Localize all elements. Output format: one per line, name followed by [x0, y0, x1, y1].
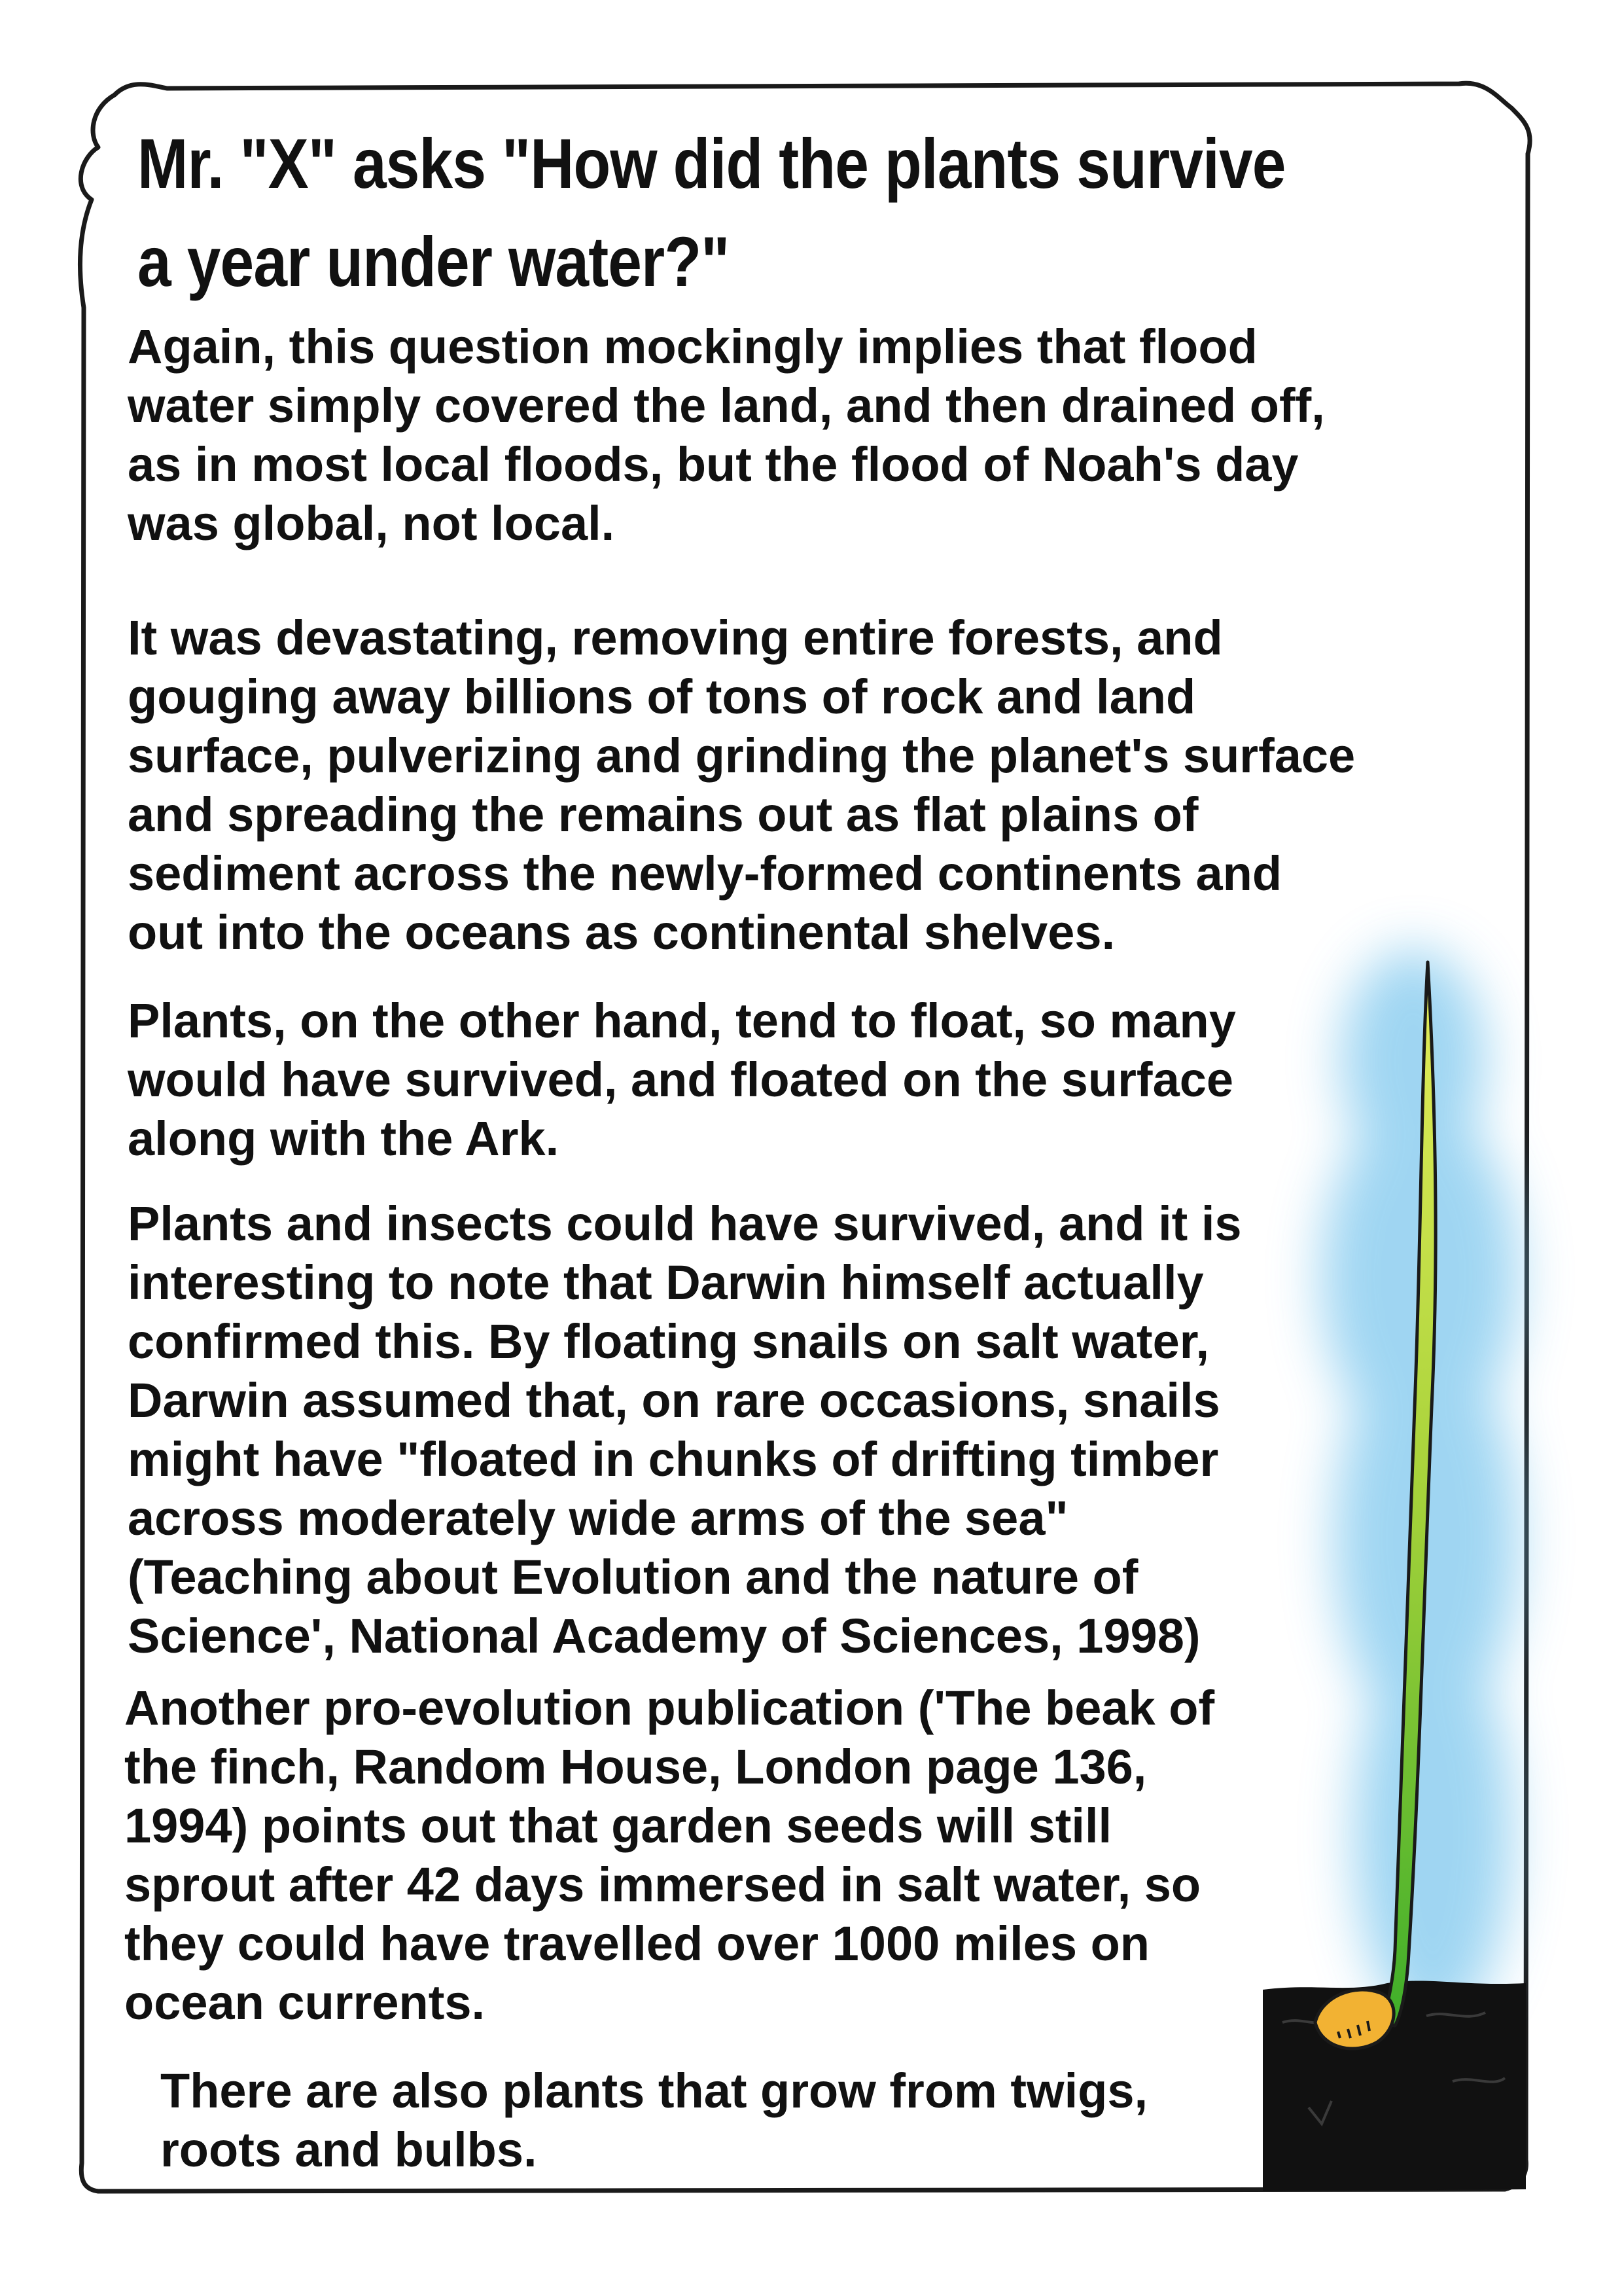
paragraph-seeds — [124, 1679, 1214, 2032]
text-line: and spreading the remains out as flat plains of — [128, 787, 1199, 842]
text-line: the finch, Random House, London page 136, — [124, 1740, 1147, 1794]
text-line: Another pro-evolution publication ('The beak of — [124, 1681, 1215, 1735]
text-line: interesting to note that Darwin himself actually — [128, 1255, 1204, 1310]
text-line: Plants and insects could have survived, and it is — [128, 1196, 1242, 1251]
text-line: Again, this question mockingly implies that flood — [128, 319, 1258, 374]
text-line: confirmed this. By floating snails on salt water, — [128, 1314, 1210, 1369]
paragraph-darwin — [128, 1194, 1242, 1666]
text-line: as in most local floods, but the flood of Noah's day — [128, 437, 1299, 492]
text-line: out into the oceans as continental shelves. — [128, 905, 1116, 960]
text-line: roots and bulbs. — [160, 2123, 537, 2177]
text-line: along with the Ark. — [128, 1111, 559, 1166]
title-line: Mr. "X" asks "How did the plants survive — [137, 124, 1286, 203]
text-line: sediment across the newly-formed continents and — [128, 846, 1282, 901]
text-line: (Teaching about Evolution and the nature of — [128, 1550, 1139, 1604]
text-line: was global, not local. — [128, 496, 615, 550]
text-line: Plants, on the other hand, tend to float, so many — [128, 994, 1236, 1048]
text-line: would have survived, and floated on the surface — [128, 1052, 1234, 1107]
text-line: sprout after 42 days immersed in salt water, so — [124, 1857, 1201, 1912]
paragraph-devastating — [128, 609, 1355, 962]
paragraph-plants-float — [128, 992, 1236, 1168]
paragraph-flood-global — [128, 317, 1325, 553]
text-line: Science', National Academy of Sciences, 1998) — [128, 1609, 1201, 1663]
text-line: might have "floated in chunks of drifting timber — [128, 1432, 1219, 1486]
page-title — [137, 115, 1319, 311]
paragraph-twigs-roots — [160, 2062, 1148, 2179]
text-line: Darwin assumed that, on rare occasions, snails — [128, 1373, 1220, 1427]
text-line: gouging away billions of tons of rock and land — [128, 670, 1196, 724]
text-line: It was devastating, removing entire forests, and — [128, 611, 1223, 665]
title-line: a year under water?" — [137, 222, 730, 301]
text-line: across moderately wide arms of the sea" — [128, 1491, 1068, 1545]
text-line: surface, pulverizing and grinding the planet's surface — [128, 728, 1356, 783]
text-line: There are also plants that grow from twigs, — [160, 2064, 1148, 2118]
text-line: 1994) points out that garden seeds will still — [124, 1799, 1112, 1853]
text-line: water simply covered the land, and then drained off, — [128, 378, 1325, 433]
text-line: they could have travelled over 1000 miles on — [124, 1916, 1150, 1971]
text-line: ocean currents. — [124, 1975, 485, 2030]
